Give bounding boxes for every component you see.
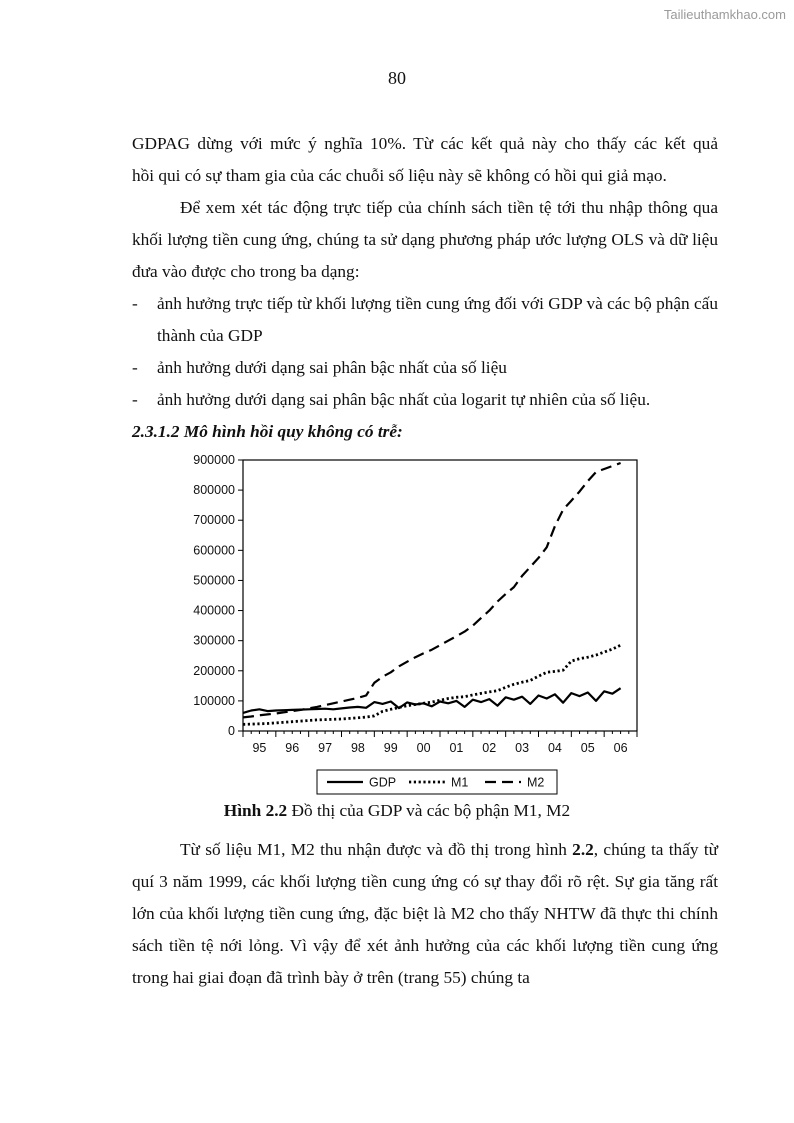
- paragraph-1-line-2: hồi qui có sự tham gia của các chuỗi số liệu này sẽ không có hồi qui giả mạo.: [132, 166, 667, 185]
- y-tick-label: 700000: [193, 513, 235, 528]
- y-tick-label: 100000: [193, 693, 235, 708]
- paragraph-3-pre: Từ số liệu M1, M2 thu nhận được và đồ thị trong hình: [180, 840, 573, 859]
- y-tick-label: 600000: [193, 543, 235, 558]
- figure-caption: [0, 801, 794, 821]
- series-line-m1: [243, 645, 621, 724]
- x-tick-label: 05: [580, 741, 595, 755]
- paragraph-3: [132, 834, 718, 994]
- y-tick-label: 200000: [193, 663, 235, 678]
- bullet-item-1-text: ảnh hưởng trực tiếp từ khối lượng tiền cung ứng đối với GDP và các bộ phận cấu thành của GDP: [157, 294, 718, 345]
- paragraph-2: Để xem xét tác động trực tiếp của chính sách tiền tệ tới thu nhập thông qua khối lượng tiền cung ứng, chúng ta sử dạng phương pháp ước lượng OLS và dữ liệu đưa vào được cho trong ba dạng:: [132, 198, 718, 281]
- legend-label-m1: M1: [451, 775, 469, 790]
- x-tick-label: 95: [252, 741, 267, 755]
- text-block-bottom: [132, 834, 718, 994]
- y-tick-label: 800000: [193, 483, 235, 498]
- bullet-item-3: [132, 384, 718, 416]
- x-tick-label: 06: [613, 741, 628, 755]
- x-tick-label: 03: [515, 741, 530, 755]
- chart-figure: [175, 450, 645, 800]
- watermark: Tailieuthamkhao.com: [663, 7, 786, 22]
- line-chart: [175, 450, 645, 800]
- section-heading: 2.3.1.2 Mô hình hồi quy không có trễ:: [132, 422, 403, 441]
- bullet-dash: -: [132, 294, 138, 313]
- legend-label-gdp: GDP: [369, 775, 397, 790]
- plot-frame: [243, 460, 637, 731]
- caption-label: Hình 2.2: [223, 801, 288, 820]
- x-tick-label: 00: [416, 741, 431, 755]
- text-block-top: [132, 128, 718, 448]
- bullet-dash: -: [132, 390, 138, 409]
- x-tick-label: 01: [449, 741, 464, 755]
- y-tick-label: 900000: [193, 453, 235, 467]
- bullet-item-3-text: ảnh hưởng dưới dạng sai phân bậc nhất của logarit tự nhiên của số liệu.: [157, 390, 651, 409]
- x-tick-label: 99: [383, 741, 398, 755]
- y-tick-label: 400000: [193, 603, 235, 618]
- paragraph-3-post: , chúng ta thấy từ quí 3 năm 1999, các khối lượng tiền cung ứng có sự thay đổi rõ rệt. Sự gia tăng rất lớn của khối lượng tiền cung ứng, đặc biệt là M2 cho thấy NHTW đã thực thi chính sách tiền tệ nới lỏng. Vì vậy để xét ảnh hưởng của các khối lượng tiền cung ứng trong hai giai đoạn đã trình bày ở trên (trang 55) chúng ta: [132, 840, 718, 987]
- bullet-item-1: [132, 288, 718, 352]
- bullet-item-2: [132, 352, 718, 384]
- x-tick-label: 97: [318, 741, 333, 755]
- y-tick-label: 300000: [193, 633, 235, 648]
- legend-label-m2: M2: [527, 775, 545, 790]
- caption-text: Đồ thị của GDP và các bộ phận M1, M2: [287, 801, 571, 820]
- x-tick-label: 98: [350, 741, 365, 755]
- x-tick-label: 96: [285, 741, 300, 755]
- y-tick-label: 500000: [193, 573, 235, 588]
- y-tick-label: 0: [228, 724, 235, 738]
- bullet-item-2-text: ảnh hưởng dưới dạng sai phân bậc nhất của số liệu: [157, 358, 507, 377]
- x-tick-label: 04: [547, 741, 562, 755]
- x-tick-label: 02: [482, 741, 497, 755]
- paragraph-3-figure-ref: 2.2: [572, 840, 594, 859]
- bullet-dash: -: [132, 358, 138, 377]
- series-line-m2: [243, 463, 621, 717]
- paragraph-1-line-1: GDPAG dừng với mức ý nghĩa 10%. Từ các kết quả này cho thấy các kết quả: [132, 134, 718, 153]
- page-number: 80: [388, 68, 406, 88]
